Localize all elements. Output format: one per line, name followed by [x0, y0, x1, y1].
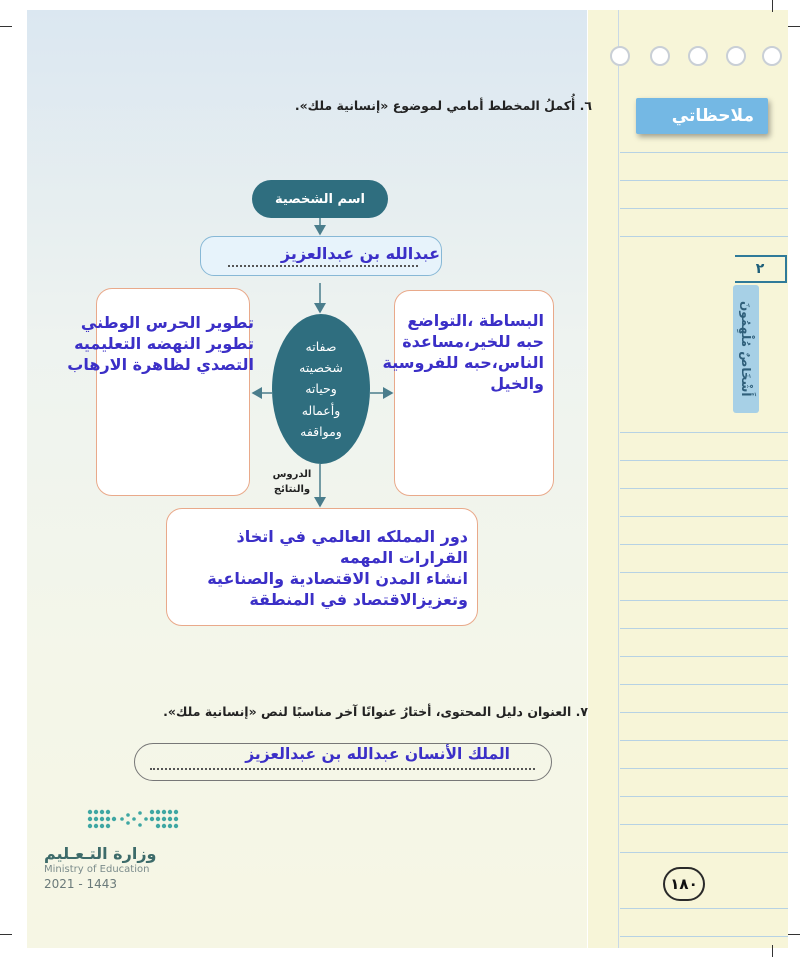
ministry-name-ar: وزارة التـعـليم	[44, 844, 157, 863]
answer-dotted-line	[228, 265, 418, 267]
bottom-answer-line: وتعزيزالاقتصاد في المنطقة	[249, 590, 468, 610]
center-node-line: شخصيته	[299, 360, 343, 376]
arrow-label-line: والنتائج	[273, 483, 311, 495]
right-answer-text	[383, 310, 544, 394]
question-7: ٧. العنوان دليل المحتوى، أختارُ عنوانًا آخر مناسبًا لنص «إنسانية ملك».	[163, 704, 588, 719]
character-name-node: اسم الشخصية	[252, 180, 388, 218]
answer-dotted-line	[150, 768, 535, 770]
left-answer-line: التصدي لظاهرة الارهاب	[67, 355, 254, 375]
name-answer-text: عبدالله بن عبدالعزيز	[280, 244, 440, 263]
ministry-name-en: Ministry of Education	[44, 864, 150, 875]
lessons-results-label	[263, 468, 321, 497]
center-node-line: وحياته	[305, 381, 337, 397]
center-node-line: وأعماله	[301, 402, 341, 418]
right-answer-line: حبه للخير،مساعدة	[402, 332, 544, 352]
notes-heading: ملاحظاتي	[636, 98, 768, 134]
bottom-answer-line: دور المملكه العالمي في اتخاذ	[236, 527, 468, 546]
center-node-line: صفاته	[305, 338, 337, 354]
page-number: ١٨٠	[663, 867, 705, 901]
right-answer-line: الناس،حبه للفروسية	[382, 353, 544, 373]
arrow-label-line: الدروس	[272, 469, 312, 480]
right-answer-line: البساطة ،التواضع	[407, 311, 544, 330]
unit-number: ٢	[735, 255, 787, 283]
bottom-answer-text	[207, 526, 468, 610]
left-answer-text	[67, 312, 254, 375]
ministry-logo-icon	[86, 808, 180, 832]
right-answer-line: والخيل	[490, 374, 544, 394]
bottom-answer-line: انشاء المدن الاقتصادية والصناعية	[207, 569, 468, 589]
title-answer-text: الملك الأنسان عبدالله بن عبدالعزيز	[245, 745, 510, 763]
center-node-line: ومواقفه	[300, 423, 342, 439]
left-answer-line: تطوير الحرس الوطني	[80, 313, 254, 332]
edition-year: 2021 - 1443	[44, 877, 118, 891]
bottom-answer-line: القرارات المهمه	[340, 548, 468, 568]
traits-center-node	[272, 314, 370, 464]
left-answer-line: تطوير النهضه التعليميه	[74, 334, 254, 354]
question-6: ٦. أُكملُ المخطط أمامي لموضوع «إنسانية ملك».	[294, 98, 592, 113]
unit-title: أَشْخَاصٌ مُلْهِمُونَ	[739, 301, 753, 397]
